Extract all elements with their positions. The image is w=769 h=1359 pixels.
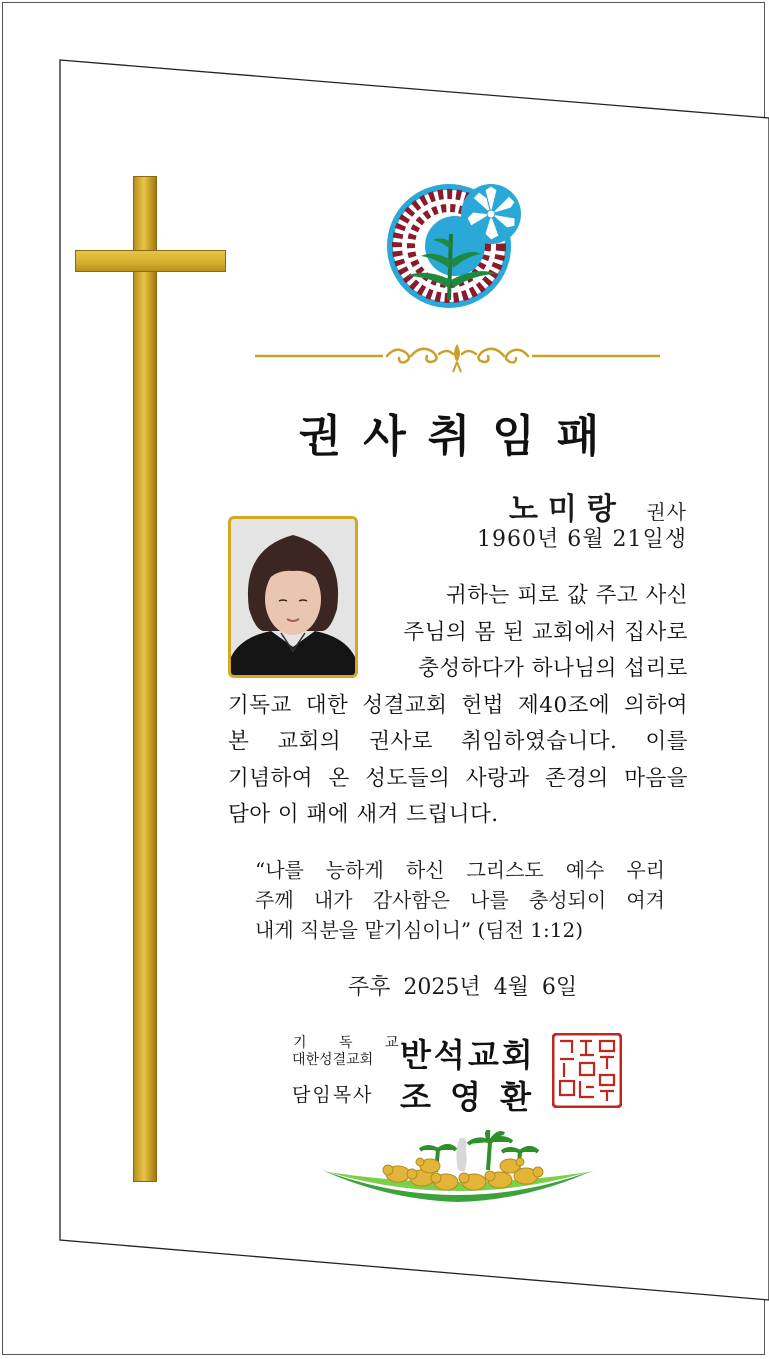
body-line: 담아 이 패에 새겨 드립니다. — [228, 802, 499, 827]
cross-icon — [133, 176, 157, 1182]
pastor-name: 조 영 환 — [400, 1078, 536, 1116]
denomination-top: 기 독 교 — [293, 1035, 413, 1051]
body-line: 귀하는 피로 값 주고 사신 — [445, 583, 688, 608]
sheep-pasture-icon — [318, 1130, 598, 1210]
body-text — [228, 578, 688, 834]
seal-stamp-icon — [552, 1033, 622, 1108]
recipient-role: 권사 — [646, 500, 687, 524]
church-name: 반석교회 — [400, 1036, 536, 1074]
verse-line: 내게 직분을 맡기심이니” (딤전 1:12) — [255, 918, 584, 942]
recipient-birth: 1960년 6월 21일생 — [477, 527, 687, 552]
cross-arm — [75, 250, 226, 272]
recipient-name: 노미랑 — [508, 492, 626, 527]
page-title: 권사취임패 — [298, 411, 622, 462]
body-line: 주님의 몸 된 교회에서 집사로 — [403, 619, 688, 645]
body-line: 충성하다가 하나님의 섭리로 — [418, 656, 688, 681]
body-line: 기독교 대한 성결교회 헌법 제40조에 의하여 — [228, 692, 688, 718]
body-line: 기념하여 온 성도들의 사랑과 존경의 마음을 — [228, 765, 688, 791]
denomination-name: 대한성결교회 — [292, 1052, 374, 1068]
pastor-title: 담임목사 — [292, 1084, 374, 1106]
scripture-verse — [255, 855, 665, 945]
gold-ornament-icon — [255, 340, 660, 376]
body-line: 본 교회의 권사로 취임하였습니다. 이를 — [228, 729, 688, 754]
verse-line: “나를 능하게 하신 그리스도 예수 우리 — [255, 858, 665, 882]
verse-line: 주께 내가 감사함은 나를 충성되이 여겨 — [255, 888, 665, 912]
church-emblem-icon — [385, 180, 531, 308]
award-date: 주후 2025년 4월 6일 — [347, 975, 578, 1000]
